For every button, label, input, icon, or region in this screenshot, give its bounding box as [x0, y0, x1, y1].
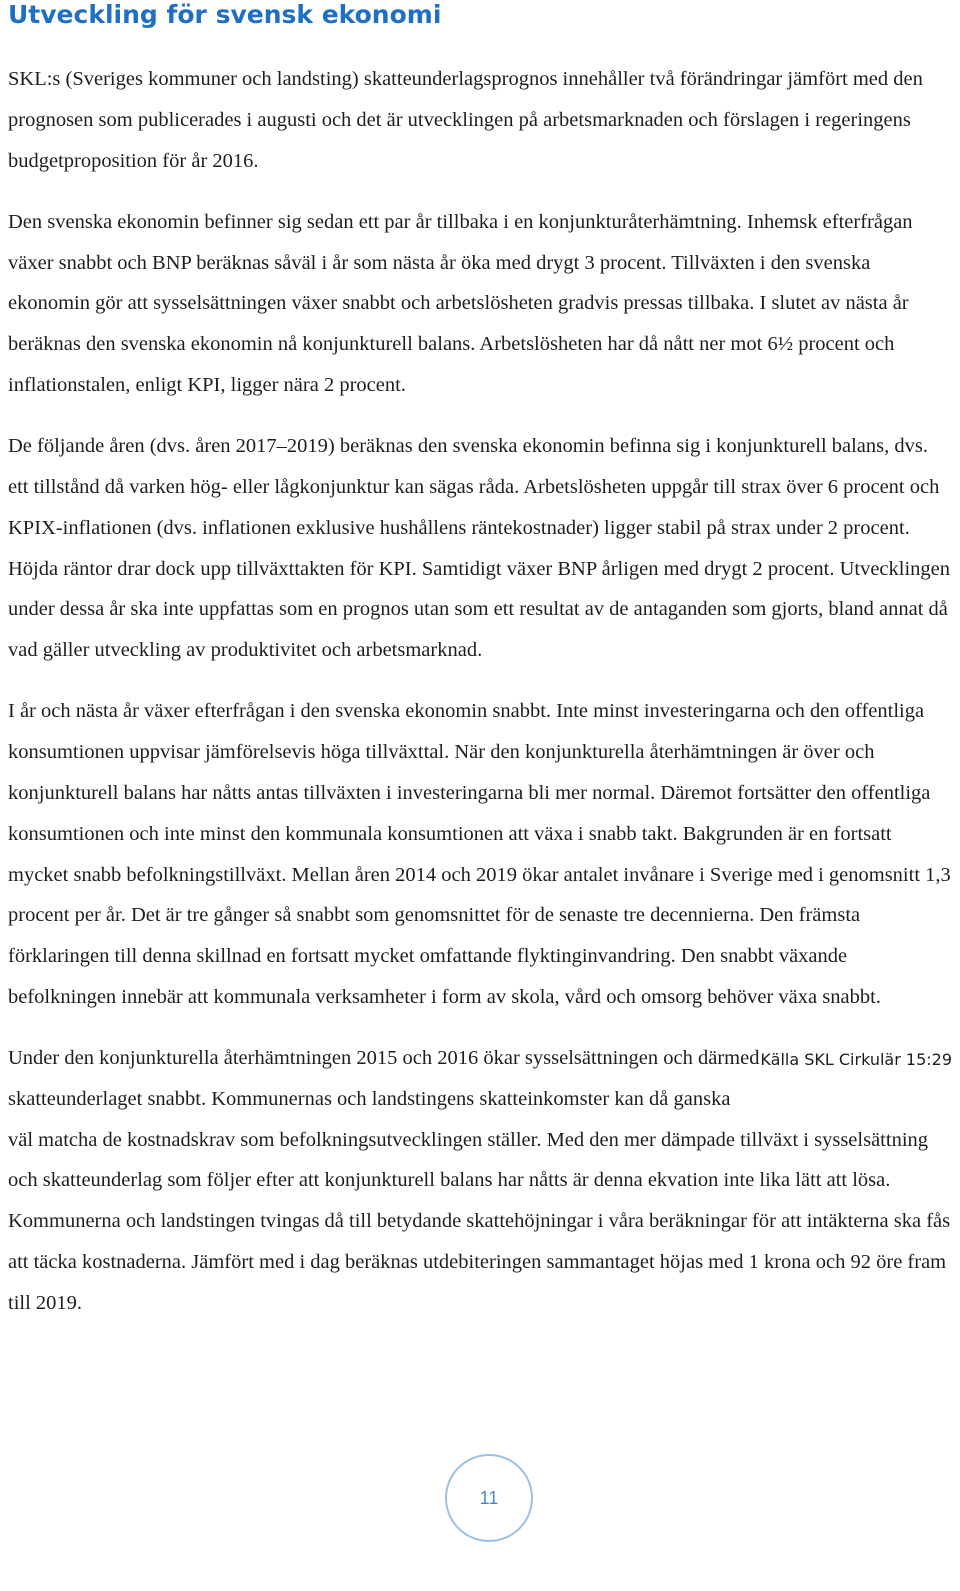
body-text — [8, 59, 952, 1324]
source-citation: Källa SKL Cirkulär 15:29 — [760, 1050, 952, 1070]
paragraph: De följande åren (dvs. åren 2017–2019) beräknas den svenska ekonomin befinna sig i konjunkturell balans, dvs. ett tillstånd då varken hög- eller lågkonjunktur kan sägas råda. Arbetslösheten uppgår till strax över 6 procent och KPIX-inflationen (dvs. inflationen exklusive hushållens räntekostnader) ligger stabil på strax under 2 procent. Höjda räntor drar dock upp tillväxttakten för KPI. Samtidigt växer BNP årligen med drygt 2 procent. Utvecklingen under dessa år ska inte uppfattas som en prognos utan som ett resultat av de antaganden som gjorts, bland annat då vad gäller utveckling av produktivitet och arbetsmarknad. — [8, 435, 951, 662]
page-title: Utveckling för svensk ekonomi — [8, 0, 442, 29]
paragraph: Den svenska ekonomin befinner sig sedan ett par år tillbaka i en konjunkturåterhämtning. Inhemsk efterfrågan växer snabbt och BNP beräknas såväl i år som nästa år öka med drygt 3 procent. Tillväxten i den svenska ekonomin gör att sysselsättningen växer snabbt och arbetslösheten gradvis pressas tillbaka. I slutet av nästa år beräknas den svenska ekonomin nå konjunkturell balans. Arbetslösheten har då nått ner mot 6½ procent och inflationstalen, enligt KPI, ligger nära 2 procent. — [8, 210, 913, 396]
page-number: 11 — [479, 1488, 499, 1508]
paragraph: SKL:s (Sveriges kommuner och landsting) skatteunderlagsprognos innehåller två förändringar jämfört med den prognosen som publicerades i augusti och det är utvecklingen på arbetsmarknaden och förslagen i regeringens budgetproposition för år 2016. — [8, 68, 923, 172]
page-number-badge — [445, 1454, 533, 1542]
paragraph-last — [8, 1038, 952, 1324]
paragraph-last-text: Under den konjunkturella återhämtningen 2015 och 2016 ökar sysselsättningen och därmed skatteunderlaget snabbt. Kommunernas och landstingens skatteinkomster kan då ganska väl matcha de kostnadskrav som befolkningsutvecklingen ställer. Med den mer dämpade tillväxt i sysselsättning och skatteunderlag som följer efter att konjunkturell balans har nåtts är denna ekvation inte lika lätt att lösa. Kommunerna och landstingen tvingas då till betydande skattehöjningar i våra beräkningar för att intäkterna ska fås att täcka kostnaderna. Jämfört med i dag beräknas utdebiteringen sammantaget höjas med 1 krona och 92 öre fram till 2019. — [8, 1047, 951, 1314]
paragraph: I år och nästa år växer efterfrågan i den svenska ekonomin snabbt. Inte minst investeringarna och den offentliga konsumtionen uppvisar jämförelsevis höga tillväxttal. När den konjunkturella återhämtningen är över och konjunkturell balans har nåtts antas tillväxten i investeringarna bli mer normal. Däremot fortsätter den offentliga konsumtionen och inte minst den kommunala konsumtionen att växa i snabb takt. Bakgrunden är en fortsatt mycket snabb befolkningstillväxt. Mellan åren 2014 och 2019 ökar antalet invånare i Sverige med i genomsnitt 1,3 procent per år. Det är tre gånger så snabbt som genomsnittet för de senaste tre decennierna. Den främsta förklaringen till denna skillnad en fortsatt mycket omfattande flyktinginvandring. Den snabbt växande befolkningen innebär att kommunala verksamheter i form av skola, vård och omsorg behöver växa snabbt. — [8, 700, 951, 1008]
